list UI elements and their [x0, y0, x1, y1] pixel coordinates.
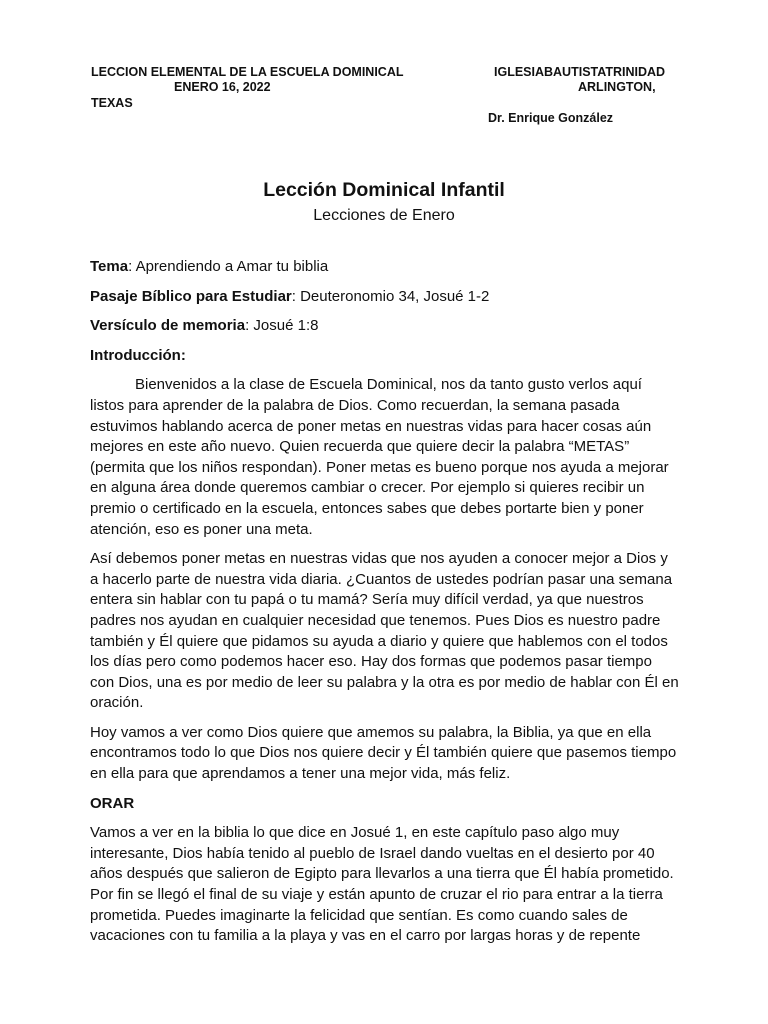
header-state: TEXAS: [91, 96, 133, 110]
field-tema-label: Tema: [90, 258, 129, 275]
document-body: [90, 257, 680, 956]
paragraph-intro-1: Bienvenidos a la clase de Escuela Dominical, nos da tanto gusto verlos aquí listos para aprender de la palabra de Dios. Como recuerdan, la semana pasada estuvimos hablando acerca de poner metas en nuestras vidas para hacer cosas aún mejores en este año nuevo. Quien recuerda que quiere decir la palabra “METAS” (permita que los niños respondan). Poner metas es bueno porque nos ayuda a mejorar en alguna área donde queremos cambiar o crecer. Por ejemplo si quieres recibir un premio o certificado en la escuela, entonces sabes que debes portarte bien y poner atención, eso es poner una meta.: [90, 376, 669, 538]
header-lesson-title: LECCION ELEMENTAL DE LA ESCUELA DOMINICAL: [91, 65, 404, 79]
header-author: Dr. Enrique González: [488, 111, 614, 125]
header-date: ENERO 16, 2022: [174, 80, 271, 94]
section-heading-introduccion: Introducción:: [90, 346, 186, 364]
field-versiculo-label: Versículo de memoria: [90, 317, 246, 335]
field-versiculo: [90, 316, 680, 337]
field-pasaje: [90, 287, 680, 308]
header-city: ARLINGTON,: [578, 80, 656, 94]
field-pasaje-label: Pasaje Bíblico para Estudiar: [90, 287, 292, 305]
field-pasaje-value: : Deuteronomio 34, Josué 1-2: [291, 287, 490, 305]
paragraph-intro-2: Así debemos poner metas en nuestras vidas que nos ayuden a conocer mejor a Dios y a hacerlo parte de nuestra vida diaria. ¿Cuantos de ustedes podrían pasar una semana entera sin hablar con tu papá o tu mamá? Sería muy difícil verdad, ya que nuestros padres nos ayudan en cualquier necesidad que tenemos. Pues Dios es nuestro padre también y Él quiere que pidamos su ayuda a diario y quiere que hablemos con el todos los días pero como podemos hacer eso. Hay dos formas que podemos pasar tiempo con Dios, una es por medio de leer su palabra y la otra es por medio de hablar con Él en oración.: [90, 550, 679, 712]
section-heading-orar: ORAR: [90, 794, 135, 812]
document-title: Lección Dominical Infantil: [263, 179, 505, 201]
header-church-name: IGLESIABAUTISTATRINIDAD: [494, 65, 666, 79]
field-tema-value: : Aprendiendo a Amar tu biblia: [128, 258, 329, 275]
field-tema: [90, 257, 680, 278]
paragraph-intro-3: Hoy vamos a ver como Dios quiere que amemos su palabra, la Biblia, ya que en ella encontramos todo lo que Dios nos quiere decir y Él también quiere que pasemos tiempo en ella para que aprendamos a tener una mejor vida, más feliz.: [90, 723, 677, 783]
field-versiculo-value: : Josué 1:8: [245, 317, 319, 335]
paragraph-orar-1: Vamos a ver en la biblia lo que dice en Josué 1, en este capítulo paso algo muy interesante, Dios había tenido al pueblo de Israel dando vueltas en el desierto por 40 años después que salieron de Egipto para llevarlos a una tierra que Él había prometido. Por fin se llegó el final de su viaje y están apunto de cruzar el rio para entrar a la tierra prometida. Puedes imaginarte la felicidad que sentían. Es como cuando sales de vacaciones con tu familia a la playa y vas en el carro por largas horas y de repente: [90, 824, 674, 945]
document-subtitle: Lecciones de Enero: [313, 207, 455, 224]
